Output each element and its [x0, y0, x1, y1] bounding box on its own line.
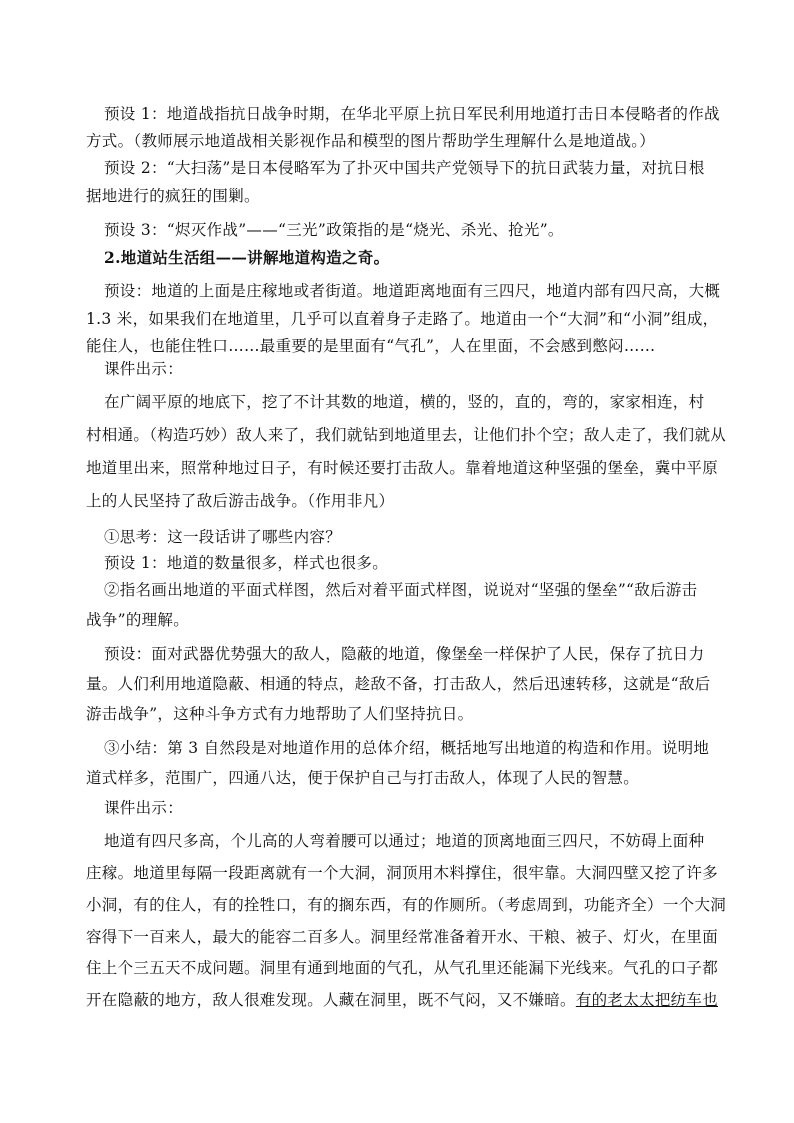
quote-line: 住上个三五天不成问题。洞里有通到地面的气孔，从气孔里还能漏下光线来。气孔的口子都	[86, 959, 719, 977]
paragraph-line: 1.3 米，如果我们在地道里，几乎可以直着身子走路了。地道由一个“大洞”和“小洞”组成，	[86, 310, 719, 328]
paragraph-label: 课件出示：	[104, 360, 184, 378]
paragraph-line: 预设 1：地道战指抗日战争时期，在华北平原上抗日军民利用地道打击日本侵略者的作战	[104, 105, 720, 123]
quote-line: 地道里出来，照常种地过日子，有时候还要打击敌人。靠着地道这种坚强的堡垒，冀中平原	[86, 459, 719, 477]
quote-line: 村相通。（构造巧妙）敌人来了，我们就钻到地道里去，让他们扑个空；敌人走了，我们就从	[86, 426, 727, 444]
quote-line: 地道有四尺多高，个儿高的人弯着腰可以通过；地道的顶离地面三四尺，不妨碍上面种	[104, 832, 705, 850]
paragraph-line: ③小结：第 3 自然段是对地道作用的总体介绍，概括地写出地道的构造和作用。说明地	[104, 739, 710, 757]
paragraph-line: ②指名画出地道的平面式样图，然后对着平面式样图，说说对“坚强的堡垒”“敌后游击	[104, 581, 698, 599]
paragraph-line: 方式。（教师展示地道战相关影视作品和模型的图片帮助学生理解什么是地道战。）	[86, 132, 656, 150]
paragraph-line: 据地进行的疯狂的围剿。	[86, 187, 260, 205]
quote-line: 小洞，有的住人，有的拴牲口，有的搁东西，有的作厕所。（考虑周到，功能齐全）一个大洞	[86, 896, 727, 914]
quote-line: 庄稼。地道里每隔一段距离就有一个大洞，洞顶用木料撑住，很牢靠。大洞四壁又挖了许多	[86, 864, 719, 882]
paragraph-line: 预设 1：地道的数量很多，样式也很多。	[104, 554, 388, 572]
paragraph-line: 能住人，也能住牲口……最重要的是里面有“气孔”，人在里面，不会感到憋闷……	[86, 337, 656, 355]
quote-text: 开在隐蔽的地方，敌人很难发现。人藏在洞里，既不气闷，又不嫌暗。	[86, 991, 576, 1009]
paragraph-line: 预设：面对武器优势强大的敌人，隐蔽的地道，像堡垒一样保护了人民，保存了抗日力	[104, 645, 705, 663]
paragraph-line: 量。人们利用地道隐蔽、相通的特点，趁敌不备，打击敌人，然后迅速转移，这就是“敌后	[86, 675, 711, 693]
paragraph-line: 预设 2：“大扫荡”是日本侵略军为了扑灭中国共产党领导下的抗日武装力量，对抗日根	[104, 159, 705, 177]
quote-line	[86, 990, 726, 1010]
paragraph-line: 战争”的理解。	[86, 611, 190, 629]
paragraph-label: 课件出示：	[104, 799, 184, 817]
quote-line: 上的人民坚持了敌后游击战争。（作用非凡）	[86, 492, 395, 510]
section-heading: 2.地道站生活组——讲解地道构造之奇。	[104, 248, 390, 267]
paragraph-line: 游击战争”，这种斗争方式有力地帮助了人们坚持抗日。	[86, 705, 474, 723]
quote-line: 在广阔平原的地底下，挖了不计其数的地道，横的，竖的，直的，弯的，家家相连，村	[104, 393, 705, 411]
paragraph-line: 道式样多，范围广，四通八达，便于保护自己与打击敌人，体现了人民的智慧。	[86, 769, 640, 787]
paragraph-line: 预设 3：“烬灭作战”——“三光”政策指的是“烧光、杀光、抢光”。	[104, 221, 564, 239]
underlined-text: 有的老太太把纺车也	[575, 991, 719, 1009]
paragraph-line: ①思考：这一段话讲了哪些内容？	[104, 528, 342, 546]
quote-line: 容得下一百来人，最大的能容二百多人。洞里经常准备着开水、干粮、被子、灯火，在里面	[86, 928, 719, 946]
paragraph-line: 预设：地道的上面是庄稼地或者街道。地道距离地面有三四尺，地道内部有四尺高，大概	[104, 282, 721, 300]
